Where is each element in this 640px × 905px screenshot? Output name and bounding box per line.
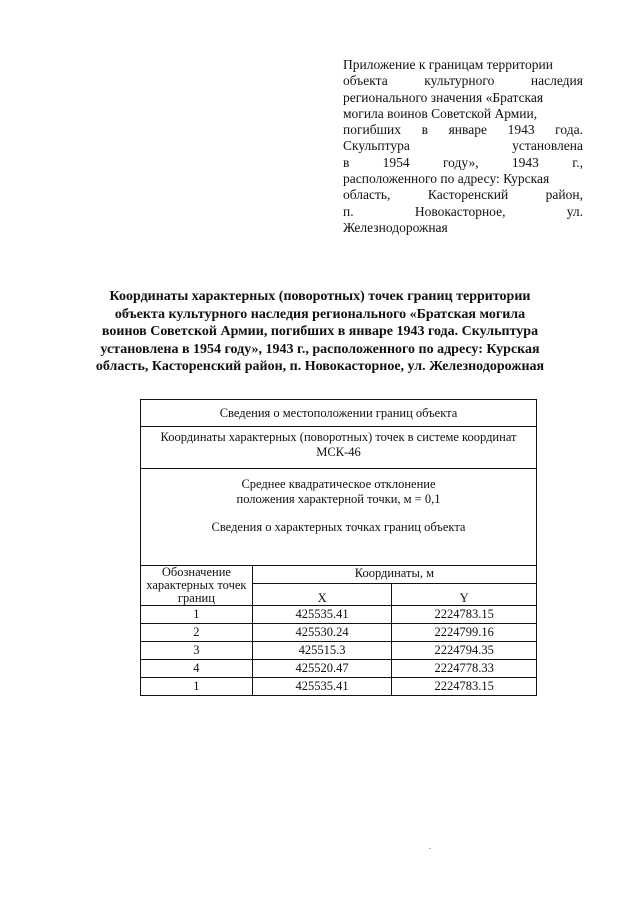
- point-cell: 1: [141, 678, 253, 696]
- x-header: X: [252, 584, 392, 606]
- appendix-line: в 1954 году», 1943 г.,: [343, 154, 583, 170]
- title-line: воинов Советской Армии, погибших в январе 1943 года. Скульптура: [101, 324, 539, 339]
- point-cell: 3: [141, 642, 253, 660]
- table-row: [141, 606, 537, 624]
- y-cell: 2224794.35: [392, 642, 537, 660]
- x-cell: 425520.47: [252, 660, 392, 678]
- appendix-line: область, Касторенский район,: [343, 187, 583, 203]
- accuracy-cell: Среднее квадратическое отклонение положения характерной точки, м = 0,1 Сведения о характерных точках границ объекта: [141, 469, 537, 566]
- x-cell: 425535.41: [252, 606, 392, 624]
- coordinates-table: [140, 399, 537, 696]
- appendix-line: п. Новокасторное, ул.: [343, 203, 583, 219]
- point-cell: 2: [141, 624, 253, 642]
- appendix-line: Скульптура установлена: [343, 138, 583, 154]
- y-header: Y: [392, 584, 537, 606]
- document-title: [60, 288, 580, 376]
- point-label-header: Обозначение характерных точек границ: [141, 566, 253, 606]
- appendix-line: Железнодорожная: [343, 219, 448, 235]
- appendix-line: регионального значения «Братская: [343, 89, 544, 105]
- y-cell: 2224783.15: [392, 606, 537, 624]
- coordinates-header: Координаты, м: [252, 566, 536, 584]
- table-row: [141, 642, 537, 660]
- point-cell: 1: [141, 606, 253, 624]
- y-cell: 2224783.15: [392, 678, 537, 696]
- y-cell: 2224778.33: [392, 660, 537, 678]
- scan-speck: [429, 848, 431, 849]
- appendix-line: погибших в январе 1943 года.: [343, 122, 583, 138]
- title-line: Координаты характерных (поворотных) точек границ территории: [109, 289, 531, 304]
- appendix-line: могила воинов Советской Армии,: [343, 105, 538, 121]
- title-line: объекта культурного наследия регионального «Братская могила: [114, 306, 526, 322]
- table-row: [141, 660, 537, 678]
- table-row: [141, 678, 537, 696]
- title-line: область, Касторенский район, п. Новокасторное, ул. Железнодорожная: [95, 359, 545, 374]
- appendix-line: расположенного по адресу: Курская: [343, 171, 550, 187]
- y-cell: 2224799.16: [392, 624, 537, 642]
- point-cell: 4: [141, 660, 253, 678]
- title-line: установлена в 1954 году», 1943 г., расположенного по адресу: Курская: [100, 341, 540, 357]
- appendix-line: Приложение к границам территории: [343, 57, 553, 72]
- appendix-line: объекта культурного наследия: [343, 73, 583, 89]
- x-cell: 425535.41: [252, 678, 392, 696]
- coordinate-system-cell: Координаты характерных (поворотных) точек в системе координат МСК-46: [141, 427, 537, 469]
- appendix-note: [343, 57, 583, 236]
- x-cell: 425530.24: [252, 624, 392, 642]
- x-cell: 425515.3: [252, 642, 392, 660]
- table-row: [141, 624, 537, 642]
- section-title-cell: Сведения о местоположении границ объекта: [141, 400, 537, 427]
